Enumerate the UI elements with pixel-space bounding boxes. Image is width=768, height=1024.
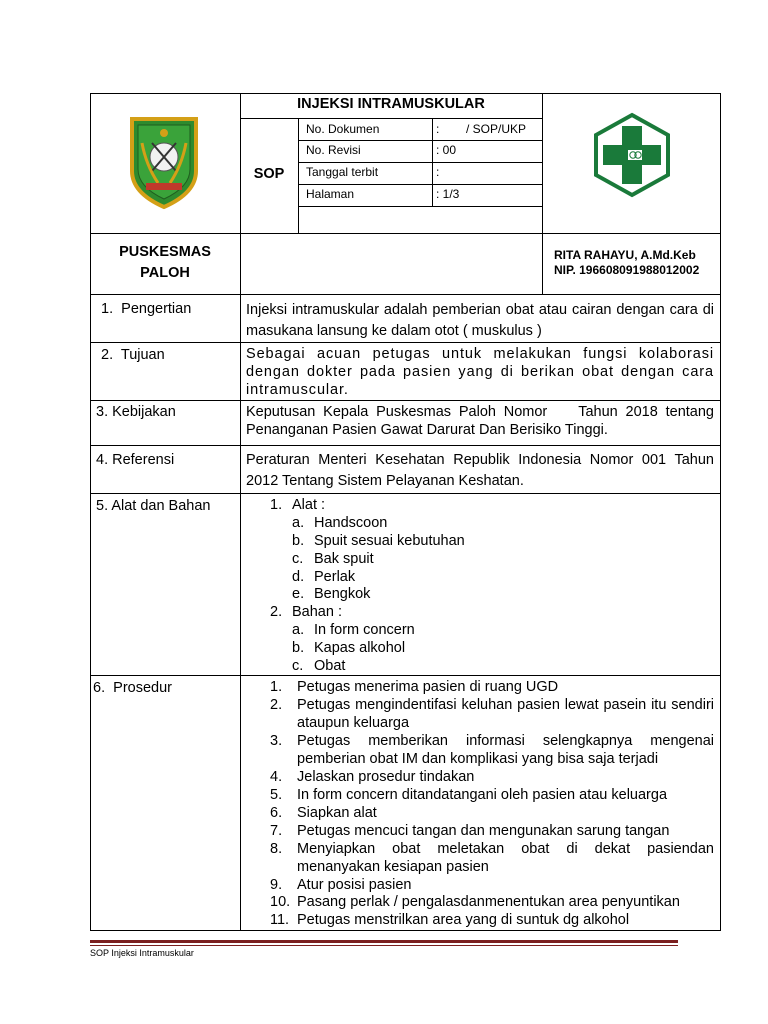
footer-text: SOP Injeksi Intramuskular [90,948,194,958]
list-item: Bengkok [314,586,371,602]
list-item-number: 6. [270,805,283,821]
signer-nip: NIP. 196608091988012002 [554,263,700,277]
bahan-number: 2. [270,604,283,620]
list-item-text: Petugas memberikan informasi selengkapnya mengenai pemberian obat IM dan komplikasi yang bisa saja terjadi [297,733,714,767]
list-item: Obat [314,658,346,674]
list-item: In form concern [314,622,415,638]
field-label-no-dokumen: No. Dokumen [306,122,380,136]
list-item-number: 4. [270,769,283,785]
field-value-halaman: : 1/3 [436,187,460,201]
list-item-marker: c. [292,658,304,674]
section-label-tujuan: 2. Tujuan [101,347,165,363]
regional-emblem-logo [124,113,204,211]
bahan-heading: Bahan : [292,604,342,620]
field-value-no-dokumen: : / SOP/UKP [436,122,527,136]
list-item-number: 7. [270,823,283,839]
list-item [270,911,714,929]
list-item [270,822,714,840]
list-item [270,876,714,894]
section-label-prosedur: 6. Prosedur [93,680,172,696]
list-item [270,732,714,768]
alat-heading: Alat : [292,497,326,513]
signer-name: RITA RAHAYU, A.Md.Keb [554,248,696,262]
field-label-tanggal-terbit: Tanggal terbit [306,165,379,179]
list-item: Kapas alkohol [314,640,406,656]
list-item [270,678,714,696]
org-name-line2: PALOH [140,265,190,281]
list-item-text: Siapkan alat [297,805,377,821]
list-item-text: Atur posisi pasien [297,877,412,893]
list-item [270,696,714,732]
list-item-text: Pasang perlak / pengalasdanmenentukan area penyuntikan [297,894,680,910]
list-item-marker: b. [292,640,305,656]
alat-number: 1. [270,497,283,513]
list-item [270,768,714,786]
list-item: Perlak [314,569,356,585]
section-label-referensi: 4. Referensi [96,452,175,468]
list-item-number: 5. [270,787,283,803]
list-item-text: Petugas mengindentifasi keluhan pasien lewat pasein itu sendiri ataupun keluarga [297,697,714,731]
section-label-pengertian: 1. Pengertian [101,301,192,317]
list-item [270,786,714,804]
list-item-marker: a. [292,622,305,638]
org-name-line1: PUSKESMAS [119,244,211,260]
list-item: Bak spuit [314,551,374,567]
list-item-number: 10. [270,894,291,910]
field-value-tanggal-terbit: : [436,165,440,179]
list-item [270,893,714,911]
section-label-kebijakan: 3. Kebijakan [96,404,176,420]
section-text-referensi: Peraturan Menteri Kesehatan Republik Indonesia Nomor 001 Tahun 2012 Tentang Sistem Pelayanan Keshatan. [246,452,714,489]
list-item-marker: b. [292,533,305,549]
list-item: Spuit sesuai kebutuhan [314,533,465,549]
list-item-marker: c. [292,551,304,567]
list-item [270,840,714,876]
list-item-number: 1. [270,679,283,695]
list-item-text: Petugas menerima pasien di ruang UGD [297,679,559,695]
list-item: Handscoon [314,515,388,531]
section-text-kebijakan: Keputusan Kepala Puskesmas Paloh Nomor Tahun 2018 tentang Penanganan Pasien Gawat Darurat Dan Berisiko Tinggi. [246,404,719,438]
list-item-number: 11. [270,912,290,928]
section-text-pengertian: Injeksi intramuskular adalah pemberian obat atau cairan dengan cara di masukana lansung ke dalam otot ( muskulus ) [246,302,714,339]
section-text-tujuan: Sebagai acuan petugas untuk melakukan fungsi kolaborasi dengan dokter pada pasien yang di berikan obat dengan cara intramuscular. [246,346,714,398]
list-item-marker: e. [292,586,305,602]
list-item-text: Menyiapkan obat meletakan obat di dekat pasiendan menanyakan kesiapan pasien [297,841,714,875]
field-label-no-revisi: No. Revisi [306,143,361,157]
list-item-marker: d. [292,569,305,585]
document-title: INJEKSI INTRAMUSKULAR [297,96,485,112]
footer-rule-thin [90,945,678,946]
section-label-alat-bahan: 5. Alat dan Bahan [96,498,211,514]
list-item-number: 3. [270,733,283,749]
list-item-text: Petugas menstrilkan area yang di suntuk dg alkohol [297,912,630,928]
list-item-number: 2. [270,697,283,713]
field-value-no-revisi: : 00 [436,143,457,157]
field-label-halaman: Halaman [306,187,355,201]
sop-label: SOP [253,166,285,182]
list-item-text: In form concern ditandatangani oleh pasien atau keluarga [297,787,668,803]
list-item-number: 9. [270,877,283,893]
puskesmas-logo [592,112,672,198]
list-item-number: 8. [270,841,283,857]
list-item-text: Petugas mencuci tangan dan mengunakan sarung tangan [297,823,670,839]
list-item-text: Jelaskan prosedur tindakan [297,769,475,785]
list-item-marker: a. [292,515,305,531]
list-item [270,804,714,822]
footer-rule-thick [90,940,678,943]
